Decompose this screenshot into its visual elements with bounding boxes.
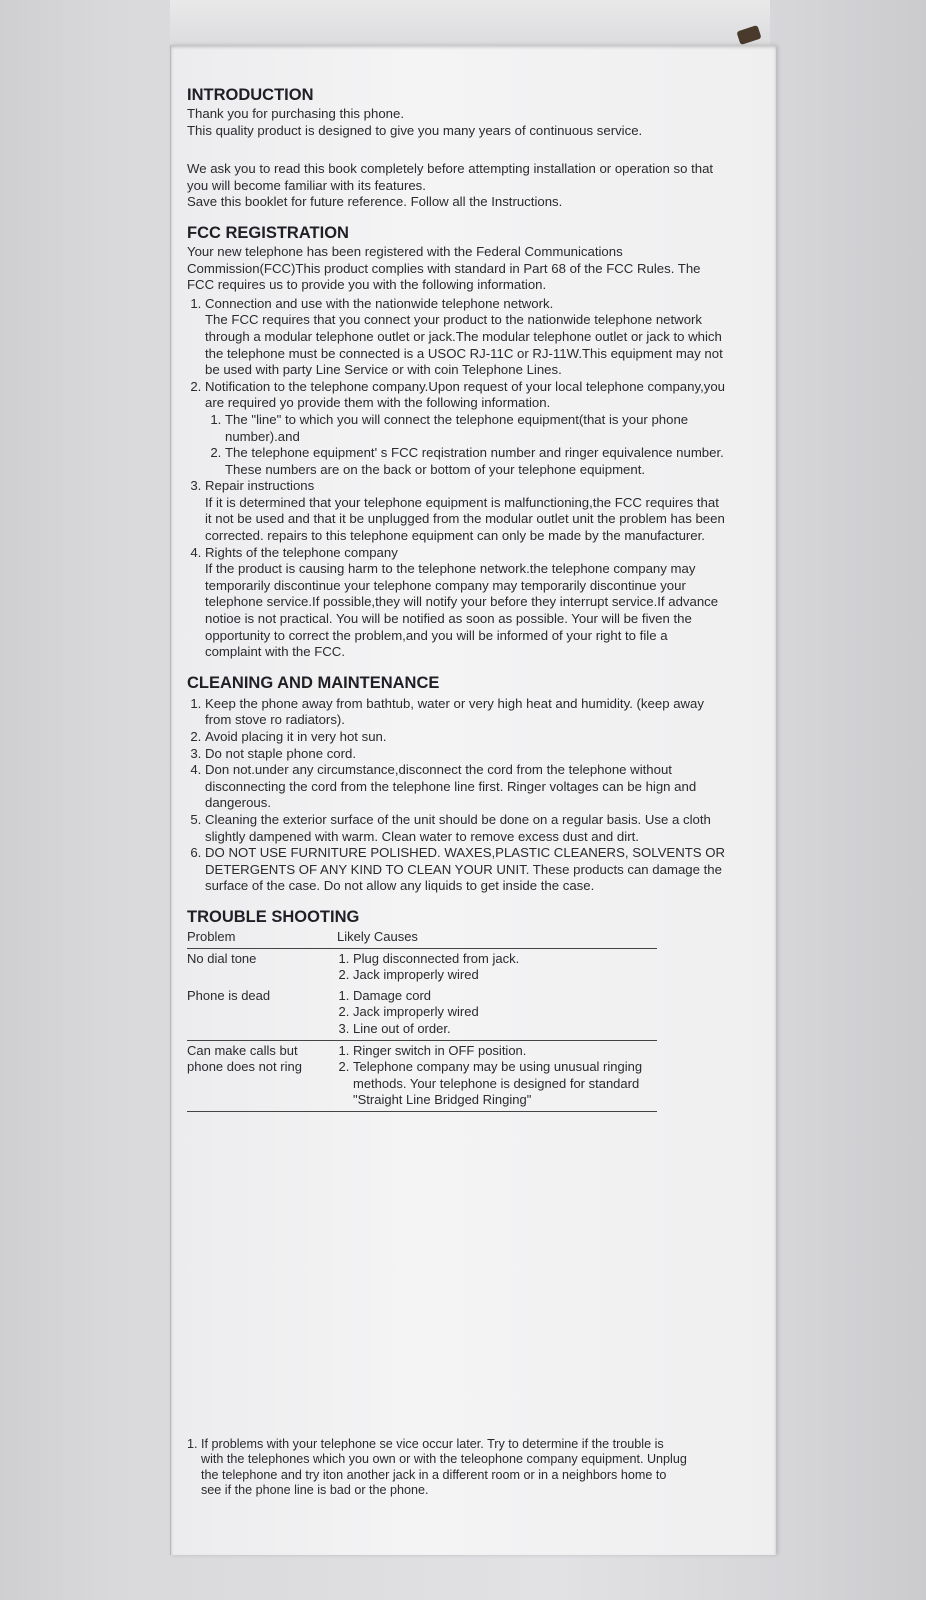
fcc-item-text: The FCC requires that you connect your product to the nationwide telephone network through a modular telephone outlet or jack.The modular telephone outlet or jack to which the telephone must be connected is a USOC RJ-11C or RJ-11W.This equipment may not be used with party Line Service or with coin Telephone Lines. bbox=[205, 312, 723, 378]
cause-item: 1. Ringer switch in OFF position. bbox=[353, 1043, 657, 1060]
table-row bbox=[187, 1040, 657, 1111]
problem-cell: Phone is dead bbox=[187, 986, 337, 1040]
cause-item: 2. Telephone company may be using unusual ringing methods. Your telephone is designed for standard "Straight Line Bridged Ringing" bbox=[353, 1059, 657, 1109]
fcc-item-text: If it is determined that your telephone equipment is malfunctioning,the FCC requires that it not be used and that it be unplugged from the modular outlet unit the problem has been corrected. repairs to this telephone equipment can only be made by the manufacturer. bbox=[205, 494, 725, 544]
causes-cell bbox=[337, 986, 657, 1040]
cleaning-item: 5. Cleaning the exterior surface of the unit should be done on a regular basis. Use a cloth slightly dampened with warm. Clean water to remove excess dust and dirt. bbox=[205, 812, 727, 845]
fcc-item bbox=[205, 545, 727, 661]
footnote bbox=[187, 1437, 687, 1499]
fcc-subitem: 1. The "line" to which you will connect the telephone equipment(that is your phone number).and bbox=[225, 412, 727, 445]
fcc-item-text: If the product is causing harm to the telephone network.the telephone company may temporarily discontinue your telephone company may temporarily discontinue your telephone service.If possible,they will notify your before they interrupt service.If advance notioe is not practical. You will be notified as soon as possible. Your will be fiven the opportunity to correct the problem,and you will be informed of your right to file a complaint with the FCC. bbox=[205, 561, 719, 660]
cause-item: 3. Line out of order. bbox=[353, 1021, 657, 1038]
fcc-list bbox=[187, 296, 727, 661]
cause-item: 2. Jack improperly wired bbox=[353, 967, 657, 984]
footnote-text: 1. If problems with your telephone se vice occur later. Try to determine if the trouble is with the telephones which you own or with the teleophone company equipment. Unplug the telephone and try iton another jack in a different room or in a neighbors home to see if the phone line is bad or the phone. bbox=[201, 1437, 687, 1499]
problem-cell: No dial tone bbox=[187, 950, 257, 966]
fcc-sublist bbox=[205, 412, 727, 478]
table-row bbox=[187, 986, 657, 1040]
cleaning-item: 4. Don not.under any circumstance,disconnect the cord from the telephone without disconnecting the cord from the telephone line first. Ringer voltages can be hign and dangerous. bbox=[205, 762, 727, 812]
table-row bbox=[187, 948, 657, 986]
trouble-section bbox=[187, 907, 727, 1112]
cause-item: 1. Plug disconnected from jack. bbox=[353, 951, 657, 968]
col-causes: Likely Causes bbox=[337, 929, 657, 948]
manual-panel bbox=[170, 45, 776, 1555]
cleaning-section bbox=[187, 673, 727, 895]
cleaning-item: 2. Avoid placing it in very hot sun. bbox=[205, 729, 727, 746]
fcc-subitem: 2. The telephone equipment' s FCC reqistration number and ringer equivalence number. These numbers are on the back or bottom of your telephone equipment. bbox=[225, 445, 727, 478]
cleaning-item: 1. Keep the phone away from bathtub, water or very high heat and humidity. (keep away from stove ro radiators). bbox=[205, 696, 727, 729]
fcc-item-title: Notification to the telephone company.Upon request of your local telephone company,you are required yo provide them with the following information. bbox=[205, 378, 726, 411]
box-tear bbox=[736, 25, 761, 45]
fcc-item-title: Repair instructions bbox=[205, 478, 315, 494]
cleaning-list bbox=[187, 696, 727, 895]
manual-content bbox=[187, 85, 727, 1112]
fcc-item bbox=[205, 296, 727, 379]
fcc-heading: FCC REGISTRATION bbox=[187, 223, 349, 242]
introduction-heading: INTRODUCTION bbox=[187, 86, 314, 104]
col-problem: Problem bbox=[187, 929, 337, 948]
cleaning-heading: CLEANING AND MAINTENANCE bbox=[187, 673, 440, 692]
intro-p3: We ask you to read this book completely before attempting installation or operation so that you will become familiar with its features. bbox=[187, 161, 714, 193]
cause-item: 2. Jack improperly wired bbox=[353, 1004, 657, 1021]
trouble-heading: TROUBLE SHOOTING bbox=[187, 907, 360, 926]
trouble-table bbox=[187, 929, 657, 1112]
fcc-item bbox=[205, 379, 727, 479]
fcc-intro: Your new telephone has been registered with the Federal Communications Commission(FCC)This product complies with standard in Part 68 of the FCC Rules. The FCC requires us to provide you with the following information. bbox=[187, 243, 701, 293]
fcc-item bbox=[205, 478, 727, 544]
intro-p1: Thank you for purchasing this phone. bbox=[187, 106, 404, 121]
cause-item: 1. Damage cord bbox=[353, 988, 657, 1005]
causes-cell bbox=[337, 1040, 657, 1111]
intro-p2: This quality product is designed to give you many years of continuous service. bbox=[187, 122, 643, 138]
box-top-flap bbox=[170, 0, 770, 47]
fcc-item-title: Connection and use with the nationwide telephone network. bbox=[205, 295, 554, 311]
fcc-section bbox=[187, 223, 727, 661]
causes-cell bbox=[337, 948, 657, 986]
cleaning-item: 6. DO NOT USE FURNITURE POLISHED. WAXES,PLASTIC CLEANERS, SOLVENTS OR DETERGENTS OF ANY KIND TO CLEAN YOUR UNIT. These products can damage the surface of the case. Do not allow any liquids to get inside the case. bbox=[205, 845, 727, 895]
fcc-item-title: Rights of the telephone company bbox=[205, 544, 398, 560]
intro-p4: Save this booklet for future reference. Follow all the Instructions. bbox=[187, 194, 563, 210]
problem-cell: Can make calls but phone does not ring bbox=[187, 1040, 337, 1111]
cleaning-item: 3. Do not staple phone cord. bbox=[205, 746, 727, 763]
